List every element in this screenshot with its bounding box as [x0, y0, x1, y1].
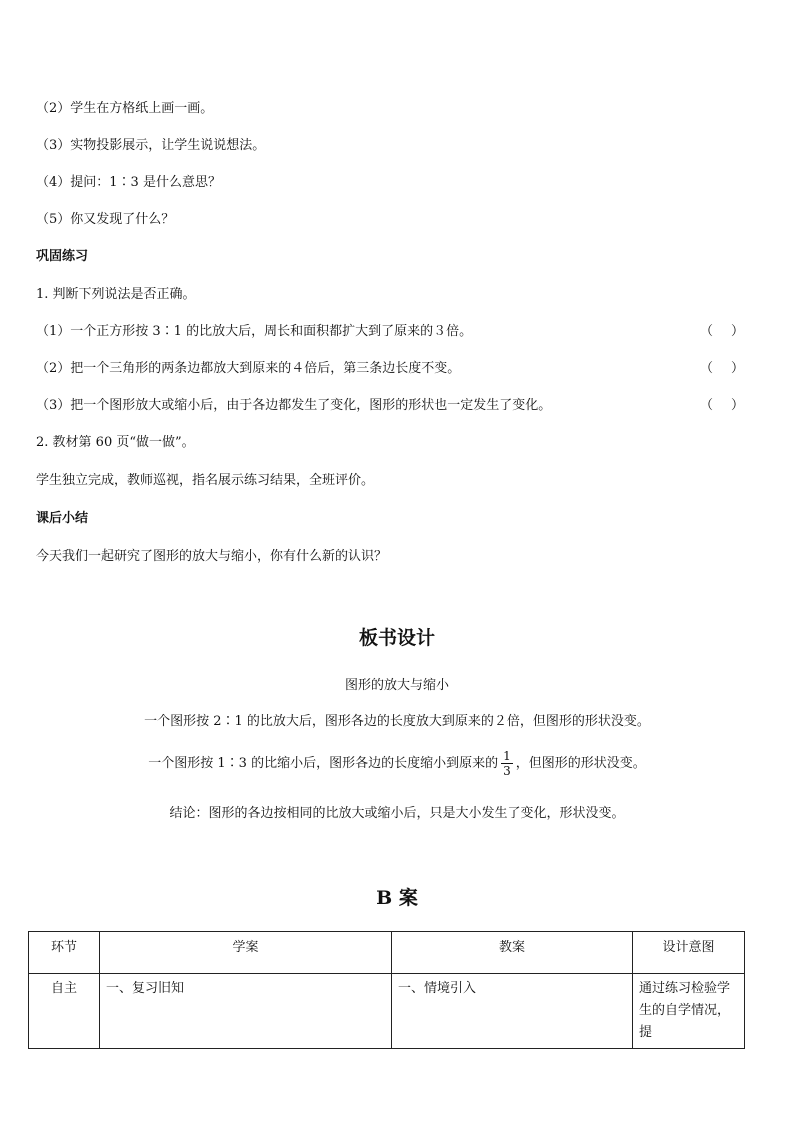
paren-close: ） [730, 361, 744, 376]
paren-close: ） [730, 398, 744, 413]
cell-design-intent: 通过练习检验学生的自学情况，提 [633, 974, 745, 1049]
practice-question-2: 2. 教材第 60 页“做一做”。 [36, 435, 195, 450]
line-step-2: （2）学生在方格纸上画一画。 [36, 101, 214, 116]
paren-open: （ [700, 398, 714, 413]
practice-question-2-desc: 学生独立完成，教师巡视，指名展示练习结果，全班评价。 [36, 473, 375, 488]
header-teaching-plan: 教案 [392, 932, 633, 974]
board-title: 板书设计 [358, 627, 435, 649]
practice-question-1: 1. 判断下列说法是否正确。 [36, 287, 196, 302]
line-step-5: （5）你又发现了什么？ [36, 212, 175, 227]
answer-paren-3 [700, 397, 744, 415]
paren-open: （ [700, 324, 714, 339]
header-stage: 环节 [29, 932, 100, 974]
answer-paren-2 [700, 360, 744, 378]
practice-item-3: （3）把一个图形放大或缩小后，由于各边都发生了变化，图形的形状也一定发生了变化。 [36, 398, 552, 413]
paren-close: ） [730, 324, 744, 339]
answer-paren-1 [700, 323, 744, 341]
header-design-intent: 设计意图 [633, 932, 745, 974]
cell-teaching-plan: 一、情境引入 [392, 974, 633, 1049]
plan-b-title: B 案 [376, 887, 418, 909]
board-line-1: 一个图形按 2∶1 的比放大后，图形各边的长度放大到原来的２倍，但图形的形状没变。 [144, 714, 650, 729]
line-step-4: （4）提问：1∶3 是什么意思？ [36, 175, 221, 190]
header-study-plan: 学案 [100, 932, 392, 974]
board-line-2-pre: 一个图形按 1∶3 的比缩小后，图形各边的长度缩小到原来的 [148, 756, 499, 771]
practice-item-1: （1）一个正方形按 3∶1 的比放大后，周长和面积都扩大到了原来的３倍。 [36, 324, 473, 339]
board-line-2 [0, 749, 794, 778]
fraction-denominator: 3 [503, 764, 511, 778]
summary-heading: 课后小结 [36, 511, 89, 526]
paren-open: （ [700, 361, 714, 376]
line-step-3: （3）实物投影展示，让学生说说想法。 [36, 138, 266, 153]
practice-item-2: （2）把一个三角形的两条边都放大到原来的４倍后，第三条边长度不变。 [36, 361, 461, 376]
cell-stage: 自主 [29, 974, 100, 1049]
summary-text: 今天我们一起研究了图形的放大与缩小，你有什么新的认识？ [36, 549, 388, 564]
board-conclusion: 结论：图形的各边按相同的比放大或缩小后，只是大小发生了变化，形状没变。 [169, 806, 625, 821]
cell-study-plan: 一、复习旧知 [100, 974, 392, 1049]
board-line-2-post: ，但图形的形状没变。 [515, 756, 646, 771]
table-row [29, 974, 745, 1049]
practice-heading: 巩固练习 [36, 249, 89, 264]
plan-b-table [28, 931, 745, 1049]
table-header-row [29, 932, 745, 974]
board-subtitle: 图形的放大与缩小 [344, 678, 449, 693]
fraction [501, 749, 513, 778]
fraction-numerator: 1 [503, 749, 511, 763]
